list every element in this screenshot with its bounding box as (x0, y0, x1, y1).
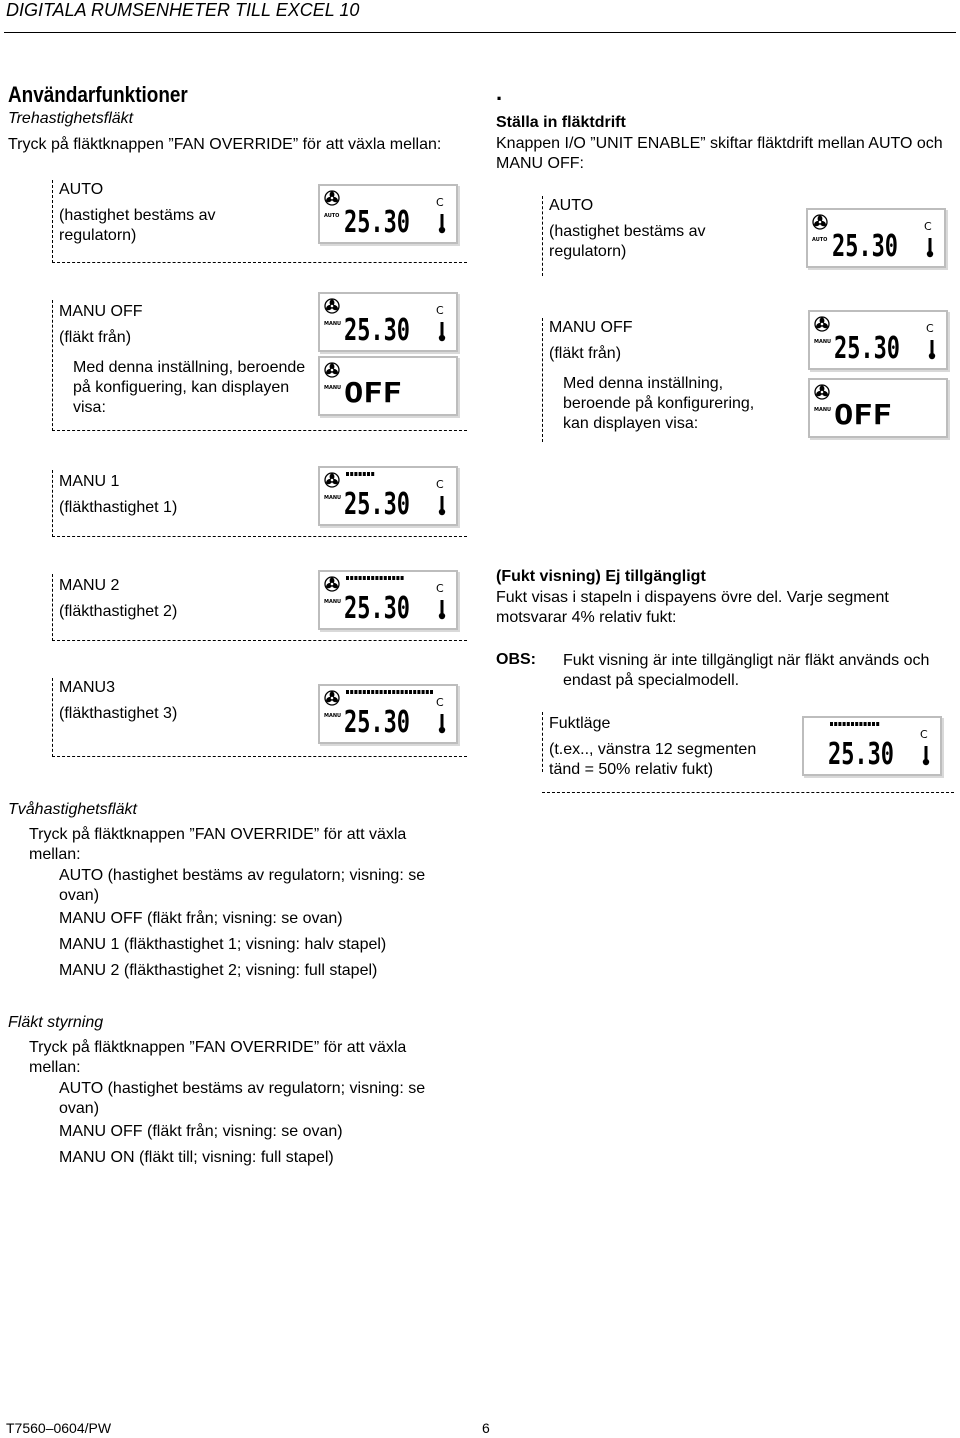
bar-segment (350, 472, 353, 476)
bar-segment (380, 576, 383, 580)
bar-segment (872, 722, 875, 726)
thermometer-icon (923, 746, 929, 765)
bar-segment (375, 690, 378, 694)
lcd-digits: 25.30 (828, 737, 894, 772)
bar-segment (855, 722, 858, 726)
bar-segment (396, 576, 399, 580)
humidity-text: Fukt visas i stapeln i dispayens övre del. Varje segment motsvarar 4% relativ fukt: (496, 589, 889, 626)
bar-segment (847, 722, 850, 726)
humidity-heading: (Fukt visning) Ej tillgängligt (496, 568, 706, 585)
humidity-mode-title: Fuktläge (549, 715, 611, 732)
bar-segment (367, 472, 370, 476)
bar-segment (371, 690, 374, 694)
auto-title: AUTO (59, 181, 104, 198)
manu3-sub: (fläkthastighet 3) (59, 705, 178, 722)
manu-off-note: Med denna inställning, beroende på konfiguering, kan displayen visa: (73, 359, 306, 416)
bar-segment (830, 722, 833, 726)
thermometer-icon (439, 714, 445, 733)
bar-segment (363, 472, 366, 476)
lcd-mode-label: AUTO (812, 237, 828, 243)
obs-text: Fukt visning är inte tillgängligt när fläkt används och endast på specialmodell. (563, 652, 930, 689)
fan-control-heading: Fläkt styrning (8, 1014, 104, 1031)
dot-marker: . (496, 80, 503, 105)
bar-segment (367, 690, 370, 694)
bar-segment (346, 690, 349, 694)
lcd-unit: C (436, 582, 444, 595)
bar-segment (346, 472, 349, 476)
humidity-mode-desc: (t.ex.., vänstra 12 segmenten tänd = 50% relativ fukt) (549, 741, 757, 778)
lcd-display-manu3 (318, 684, 458, 744)
lcd-digits: 25.30 (344, 591, 410, 626)
bar-segment (843, 722, 846, 726)
fan-icon (325, 577, 339, 591)
thermometer-icon (439, 322, 445, 341)
two-speed-item: MANU 1 (fläkthastighet 1; visning: halv stapel) (59, 936, 387, 953)
bar-segment (838, 722, 841, 726)
bar-segment (876, 722, 879, 726)
lcd-display-auto (318, 184, 458, 244)
thermometer-icon (439, 496, 445, 515)
thermometer-icon (929, 340, 935, 359)
lcd-mode-label: MANU (324, 495, 342, 501)
fan-icon (325, 363, 339, 377)
three-speed-intro: Tryck på fläktknappen ”FAN OVERRIDE” för att växla mellan: (8, 136, 442, 153)
section-heading-user-functions: Användarfunktioner (8, 82, 188, 107)
manu1-title: MANU 1 (59, 473, 120, 490)
bar-segment (834, 722, 837, 726)
fan-icon (815, 317, 829, 331)
bar-segment (354, 576, 357, 580)
lcd-mode-label: MANU (324, 599, 342, 605)
bar-segment (371, 576, 374, 580)
bar-segment (367, 576, 370, 580)
lcd-digits: 25.30 (834, 331, 900, 366)
thermometer-icon (439, 600, 445, 619)
bar-segment (430, 690, 433, 694)
lcd-mode-label: MANU (324, 385, 342, 391)
two-speed-intro: Tryck på fläktknappen ”FAN OVERRIDE” för att växla mellan: (29, 826, 407, 863)
two-speed-item: MANU OFF (fläkt från; visning: se ovan) (59, 910, 343, 927)
bar-segment (350, 576, 353, 580)
lcd-unit: C (920, 728, 928, 741)
bar-segment (405, 690, 408, 694)
two-speed-item: MANU 2 (fläkthastighet 2; visning: full stapel) (59, 962, 378, 979)
two-speed-heading: Tvåhastighetsfläkt (8, 801, 137, 818)
bar-segment (413, 690, 416, 694)
bar-segment (417, 690, 420, 694)
footer-page-number: 6 (482, 1420, 490, 1436)
fan-icon (325, 191, 339, 205)
thermometer-icon (439, 214, 445, 233)
bar-segment (375, 576, 378, 580)
lcd-display-manu-temp (318, 292, 458, 352)
bar-segment (864, 722, 867, 726)
lcd-mode-label: AUTO (324, 213, 340, 219)
subheading-three-speed-fan: Trehastighetsfläkt (8, 110, 134, 127)
lcd-display-humidity (802, 716, 942, 776)
bar-segment (384, 690, 387, 694)
lcd-display-right-manu-temp (808, 310, 948, 370)
lcd-unit: C (436, 478, 444, 491)
humidity-mode-section (542, 712, 773, 778)
manu3-title: MANU3 (59, 679, 116, 696)
bar-segment (359, 472, 362, 476)
fan-icon (325, 691, 339, 705)
fan-control-item: MANU ON (fläkt till; visning: full stapel) (59, 1149, 334, 1166)
manu-off-sub: (fläkt från) (59, 329, 132, 346)
document-header-title: DIGITALA RUMSENHETER TILL EXCEL 10 (6, 0, 360, 20)
right-auto-title: AUTO (549, 197, 594, 214)
lcd-display-right-manu-off (808, 378, 948, 438)
lcd-unit: C (924, 220, 932, 233)
lcd-mode-label: MANU (324, 321, 342, 327)
fan-control-item: AUTO (hastighet bestäms av regulatorn; visning: se ovan) (59, 1080, 426, 1117)
fan-icon (325, 299, 339, 313)
lcd-display-manu2 (318, 570, 458, 630)
right-manu-off-note: Med denna inställning, beroende på konfigurering, kan displayen visa: (563, 375, 755, 432)
bar-segment (359, 690, 362, 694)
manu2-title: MANU 2 (59, 577, 120, 594)
bar-segment (409, 690, 412, 694)
right-manu-off-title: MANU OFF (549, 319, 633, 336)
lcd-off-text: OFF (344, 376, 402, 409)
fan-icon (813, 215, 827, 229)
lcd-mode-label: MANU (814, 339, 832, 345)
bar-segment (859, 722, 862, 726)
fan-control-item: MANU OFF (fläkt från; visning: se ovan) (59, 1123, 343, 1140)
lcd-digits: 25.30 (832, 229, 898, 264)
bar-segment (359, 576, 362, 580)
lcd-digits: 25.30 (344, 205, 410, 240)
manu2-sub: (fläkthastighet 2) (59, 603, 178, 620)
obs-label: OBS: (496, 651, 536, 668)
bar-segment (392, 576, 395, 580)
bar-segment (422, 690, 425, 694)
lcd-display-right-auto (806, 208, 946, 268)
thermometer-icon (927, 238, 933, 257)
bar-segment (388, 690, 391, 694)
humidity-divider (542, 792, 954, 793)
bar-segment (392, 690, 395, 694)
bar-segment (384, 576, 387, 580)
bar-segment (350, 690, 353, 694)
bar-segment (371, 472, 374, 476)
lcd-mode-label: MANU (324, 713, 342, 719)
lcd-unit: C (436, 196, 444, 209)
fan-icon (325, 473, 339, 487)
bar-segment (851, 722, 854, 726)
right-manu-off-sub: (fläkt från) (549, 345, 622, 362)
auto-description: (hastighet bestäms av regulatorn) (59, 207, 216, 244)
manu-off-title: MANU OFF (59, 303, 143, 320)
lcd-display-manu1 (318, 466, 458, 526)
lcd-unit: C (926, 322, 934, 335)
fan-icon (815, 385, 829, 399)
bar-segment (354, 472, 357, 476)
right-auto-description: (hastighet bestäms av regulatorn) (549, 223, 706, 260)
header-rule (4, 32, 956, 33)
footer-doc-code: T7560–0604/PW (6, 1420, 112, 1436)
bar-segment (380, 690, 383, 694)
fan-control-intro: Tryck på fläktknappen ”FAN OVERRIDE” för att växla mellan: (29, 1039, 407, 1076)
fan-operation-intro: Knappen I/O ”UNIT ENABLE” skiftar fläktdrift mellan AUTO och MANU OFF: (496, 135, 943, 172)
bar-segment (363, 690, 366, 694)
bar-segment (363, 576, 366, 580)
bar-segment (426, 690, 429, 694)
lcd-off-text: OFF (834, 398, 892, 431)
manu1-sub: (fläkthastighet 1) (59, 499, 178, 516)
lcd-digits: 25.30 (344, 487, 410, 522)
lcd-unit: C (436, 696, 444, 709)
bar-segment (346, 576, 349, 580)
bar-segment (868, 722, 871, 726)
lcd-mode-label: MANU (814, 407, 832, 413)
bar-segment (401, 690, 404, 694)
two-speed-item: AUTO (hastighet bestäms av regulatorn; visning: se ovan) (59, 867, 426, 904)
bar-segment (401, 576, 404, 580)
bar-segment (388, 576, 391, 580)
bar-segment (354, 690, 357, 694)
lcd-digits: 25.30 (344, 705, 410, 740)
lcd-digits: 25.30 (344, 313, 410, 348)
lcd-unit: C (436, 304, 444, 317)
lcd-display-manu-off (318, 356, 458, 416)
bar-segment (396, 690, 399, 694)
fan-operation-heading: Ställa in fläktdrift (496, 114, 626, 131)
